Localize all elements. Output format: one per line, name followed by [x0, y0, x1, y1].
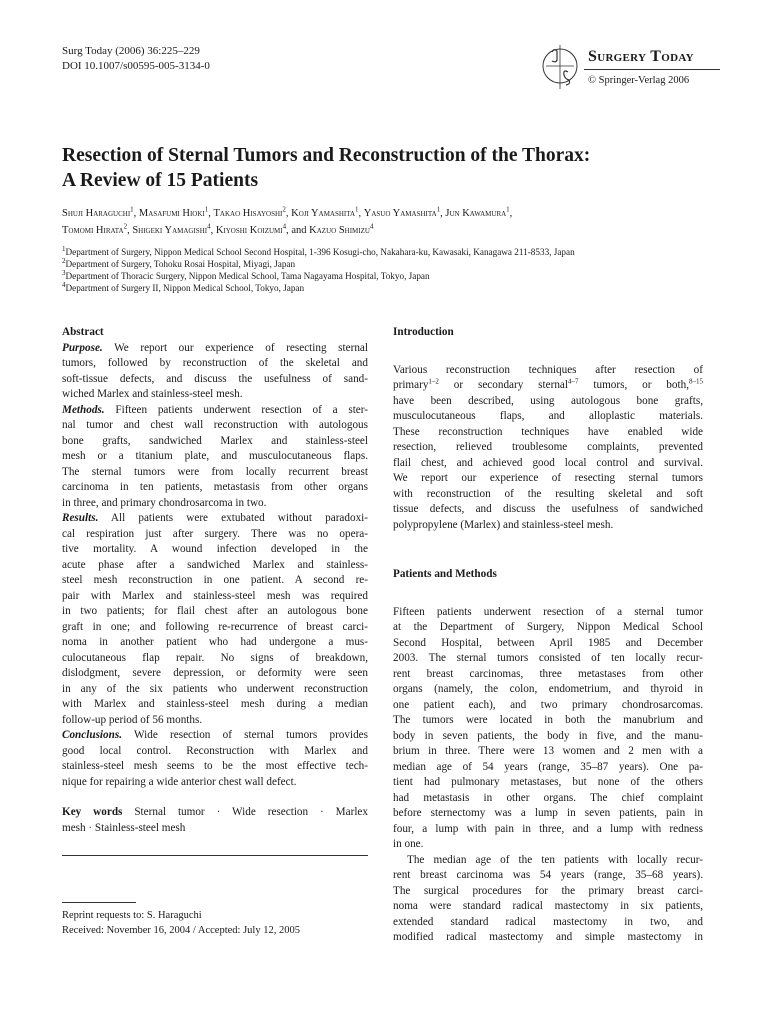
introduction-heading: Introduction — [393, 326, 454, 338]
citation-ref: 1–2 — [428, 377, 439, 386]
text-line: The median age of the ten patients with locally recur- — [407, 853, 703, 866]
received-accepted: Received: November 16, 2004 / Accepted: July 12, 2005 — [62, 925, 300, 936]
text-span: We report our experience of resecting sternal — [102, 341, 368, 354]
author-separator: , — [208, 208, 214, 219]
title-line-2: A Review of 15 Patients — [62, 170, 259, 191]
journal-name: Surgery Today — [588, 48, 694, 65]
text-line: tive mortality. A wound infection developed in the — [62, 543, 368, 555]
text-line: The sternal tumors were from locally recurrent breast — [62, 465, 368, 478]
abstract-column — [62, 325, 368, 836]
methods-label: Methods. — [62, 403, 105, 416]
author-list — [62, 205, 712, 239]
reprint-requests: Reprint requests to: S. Haraguchi — [62, 910, 202, 921]
text-line — [62, 511, 368, 527]
author-name: Kiyoshi Koizumi — [215, 225, 283, 236]
text-span: All patients were extubated without paradoxi- — [98, 512, 368, 524]
author-affiliation-mark: 1 — [506, 205, 510, 214]
conclusions-label: Conclusions. — [62, 729, 123, 741]
text-line: The surgical procedures for the primary breast carci- — [393, 884, 703, 897]
text-line: The tumors were located in both the manubrium and — [393, 714, 703, 726]
text-line: noma in another patient who had undergone a mus- — [62, 636, 368, 648]
author-affiliation-mark: 1 — [130, 205, 134, 214]
text-line: graft in one; and following re-recurrence of breast carci- — [62, 620, 368, 633]
text-line: flail chest, and achieved good local control and survival. — [393, 456, 703, 469]
doi: DOI 10.1007/s00595-005-3134-0 — [62, 60, 210, 72]
text-line: wiched Marlex and stainless-steel mesh. — [62, 388, 243, 400]
affiliation-text: Department of Thoracic Surgery, Nippon Medical School, Tama Nagayama Hospital, Tokyo, Japan — [65, 271, 430, 281]
keywords — [62, 805, 368, 836]
text-line: in two patients; for flail chest after an autologous bone — [62, 605, 368, 617]
citation-ref: 4–7 — [568, 377, 579, 386]
title-line-1: Resection of Sternal Tumors and Reconstruction of the Thorax: — [62, 145, 591, 166]
author-separator: , — [285, 208, 292, 219]
purpose-label: Purpose. — [62, 341, 103, 354]
affiliation-number: 4 — [62, 280, 66, 289]
text-line: had metastasis in other organs. The chief complaint — [393, 791, 703, 804]
text-line — [62, 728, 368, 744]
abstract-heading: Abstract — [62, 326, 104, 338]
text-line: bone grafts, sandwiched Marlex and stainless-steel — [62, 434, 368, 447]
journal-reference — [62, 44, 210, 74]
text-line: resection, relieved troublesome complaints, prevented — [393, 441, 703, 453]
author-affiliation-mark: 1 — [204, 205, 209, 214]
text-line: modified radical mastectomy and simple mastectomy in — [393, 931, 703, 943]
author-separator: , — [133, 208, 139, 219]
spacer — [393, 341, 703, 363]
text-span: or secondary sternal — [438, 379, 569, 391]
citation-ref: 8–15 — [689, 377, 703, 386]
author-separator: , — [509, 208, 513, 219]
author-name: Shigeki Yamagishi — [132, 225, 208, 236]
text-line: polypropylene (Marlex) and stainless-steel mesh. — [393, 518, 614, 531]
text-line: noma were standard radical mastectomy in six patients, — [393, 900, 703, 912]
author-line-1 — [62, 205, 712, 222]
author-separator: , — [358, 208, 364, 219]
author-affiliation-mark: 1 — [436, 205, 441, 214]
journal-logo-icon — [540, 42, 580, 92]
text-line: 2003. The sternal tumors consisted of ten locally recur- — [393, 652, 703, 664]
text-line: mesh · Stainless-steel mesh — [62, 821, 186, 834]
author-affiliation-mark: 4 — [369, 222, 374, 231]
citation: Surg Today (2006) 36:225–229 — [62, 45, 200, 57]
author-name: Shuji Haraguchi — [62, 208, 131, 219]
affiliation-item — [62, 258, 722, 270]
text-line — [62, 805, 368, 821]
text-line: tissue defects, and discuss the usefulness of sandwiched — [393, 503, 703, 515]
abstract-methods — [62, 403, 368, 512]
text-line: nal tumor and chest wall reconstruction with autologous — [62, 419, 368, 431]
abstract-divider — [62, 855, 368, 856]
spacer — [393, 533, 703, 567]
text-line — [62, 403, 368, 419]
journal-logo-block — [540, 42, 720, 102]
text-line: extended standard radical mastectomy in two, and — [393, 915, 703, 928]
author-name: Kazuo Shimizu — [309, 225, 370, 236]
abstract-purpose — [62, 341, 368, 403]
text-line: in any of the six patients who underwent reconstruction — [62, 682, 368, 695]
author-separator: , and — [286, 225, 310, 236]
footnote — [62, 908, 368, 938]
abstract-results — [62, 511, 368, 728]
results-label: Results. — [62, 512, 99, 524]
text-line: culocutaneous flap repair. No signs of breakdown, — [62, 651, 368, 664]
author-name: Takao Hisayoshi — [213, 208, 283, 219]
introduction-paragraph — [393, 363, 703, 534]
text-span: Fifteen patients underwent resection of a ster- — [104, 403, 368, 416]
author-name: Tomomi Hirata — [62, 225, 124, 236]
author-affiliation-mark: 2 — [282, 205, 286, 214]
text-line: follow-up period of 56 months. — [62, 713, 203, 726]
affiliation-text: Department of Surgery II, Nippon Medical School, Tokyo, Japan — [65, 283, 305, 293]
author-line-2 — [62, 222, 712, 239]
text-line: Fifteen patients underwent resection of a sternal tumor — [393, 605, 703, 618]
affiliation-item — [62, 282, 722, 294]
author-name: Yasuo Yamashita — [363, 208, 437, 219]
author-affiliation-mark: 2 — [123, 222, 128, 231]
text-line: with reconstruction of the resulting skeletal and soft — [393, 487, 703, 500]
text-line: Various reconstruction techniques after resection of — [393, 363, 703, 376]
text-line: before sternectomy was a lump in seven patients, pain in — [393, 807, 703, 819]
affiliation-text: Department of Surgery, Nippon Medical School Second Hospital, 1-396 Kosugi-cho, Nakahara-ku, Kawasaki, Kanagawa 211-8533, Japan — [65, 247, 575, 257]
text-line: We report our experience of resecting sternal tumors — [393, 472, 703, 484]
text-line — [62, 341, 368, 357]
patients-methods-paragraph-2 — [393, 853, 703, 946]
text-line: cal respiration just after surgery. There was no opera- — [62, 527, 368, 540]
publisher-copyright: © Springer-Verlag 2006 — [588, 75, 690, 86]
text-span: Wide resection of sternal tumors provides — [122, 729, 368, 741]
author-separator: , — [440, 208, 446, 219]
text-line: four, a lump with pain in three, and a lump with redness — [393, 822, 703, 835]
text-line: stainless-steel mesh seems to be the most effective tech- — [62, 760, 368, 772]
author-separator: , — [127, 225, 133, 236]
text-span: Sternal tumor · Wide resection · Marlex — [122, 806, 368, 818]
patients-methods-heading: Patients and Methods — [393, 568, 497, 580]
author-name: Koji Yamashita — [291, 208, 356, 219]
text-line: good local control. Reconstruction with Marlex and — [62, 744, 368, 757]
text-line: rent breast carcinomas, three metastases from other — [393, 667, 703, 680]
affiliation-item — [62, 270, 722, 282]
author-affiliation-mark: 4 — [207, 222, 211, 231]
affiliation-number: 1 — [62, 244, 66, 253]
author-separator: , — [210, 225, 216, 236]
author-name: Masafumi Hioki — [138, 208, 205, 219]
text-line: organs (namely, the colon, endometrium, and thyroid in — [393, 683, 703, 695]
text-line: These reconstruction techniques have enabled wide — [393, 425, 703, 438]
text-span: primary — [393, 379, 429, 391]
author-affiliation-mark: 4 — [282, 222, 287, 231]
text-line: median age of 54 years (range, 35–87 years). One pa- — [393, 760, 703, 773]
footnote-divider — [62, 902, 136, 903]
text-line: at the Department of Surgery, Nippon Medical School — [393, 621, 703, 633]
text-line: brium in three. There were 13 women and 2 men with a — [393, 745, 703, 757]
abstract-conclusions — [62, 728, 368, 790]
affiliation-text: Department of Surgery, Tohoku Rosai Hospital, Miyagi, Japan — [65, 259, 296, 269]
text-line: in three, and primary chondrosarcoma in two. — [62, 496, 267, 509]
logo-divider — [584, 69, 720, 70]
text-line: mesh or a titanium plate, and musculocutaneous flaps. — [62, 450, 368, 462]
patients-methods-paragraph-1 — [393, 605, 703, 853]
text-line: have been described, using autologous bone grafts, — [393, 394, 703, 407]
text-line: tumors, followed by reconstruction of the skeletal and — [62, 357, 368, 369]
affiliation-number: 3 — [62, 268, 66, 277]
text-line: nique for repairing a wide anterior chest wall defect. — [62, 775, 297, 788]
text-line: body in seven patients, the body in five, and the manu- — [393, 729, 703, 742]
author-name: Jun Kawamura — [445, 208, 507, 219]
text-line: rent breast carcinoma was 54 years (range, 35–68 years). — [393, 869, 703, 881]
text-line: tient had pulmonary metastases, but none of the others — [393, 776, 703, 788]
text-line: in one. — [393, 838, 424, 850]
author-affiliation-mark: 1 — [355, 205, 359, 214]
text-line: soft-tissue defects, and discuss the usefulness of sand- — [62, 372, 368, 385]
text-line: dislodgment, severe depression, or deformity were seen — [62, 667, 368, 679]
affiliation-number: 2 — [62, 256, 66, 265]
text-line: one patient each), and two primary chondrosarcomas. — [393, 698, 703, 711]
text-line: pair with Marlex and stainless-steel mesh was required — [62, 589, 368, 602]
spacer — [393, 583, 703, 605]
text-line: with Marlex and stainless-steel mesh during a median — [62, 698, 368, 710]
text-line: acute phase after a sandwiched Marlex and stainless- — [62, 558, 368, 571]
body-column — [393, 325, 703, 946]
affiliations — [62, 246, 722, 294]
text-line: steel mesh reconstruction in one patient. A second re- — [62, 574, 368, 586]
text-line — [393, 378, 703, 394]
text-span: tumors, or both, — [578, 379, 689, 391]
text-line: carcinoma in ten patients, metastasis from other organs — [62, 481, 368, 493]
text-line: Second Hospital, between April 1985 and December — [393, 636, 703, 649]
text-line: musculocutaneous flaps, and alloplastic materials. — [393, 410, 703, 422]
keywords-label: Key words — [62, 806, 123, 818]
affiliation-item — [62, 246, 722, 258]
article-title — [62, 143, 722, 193]
